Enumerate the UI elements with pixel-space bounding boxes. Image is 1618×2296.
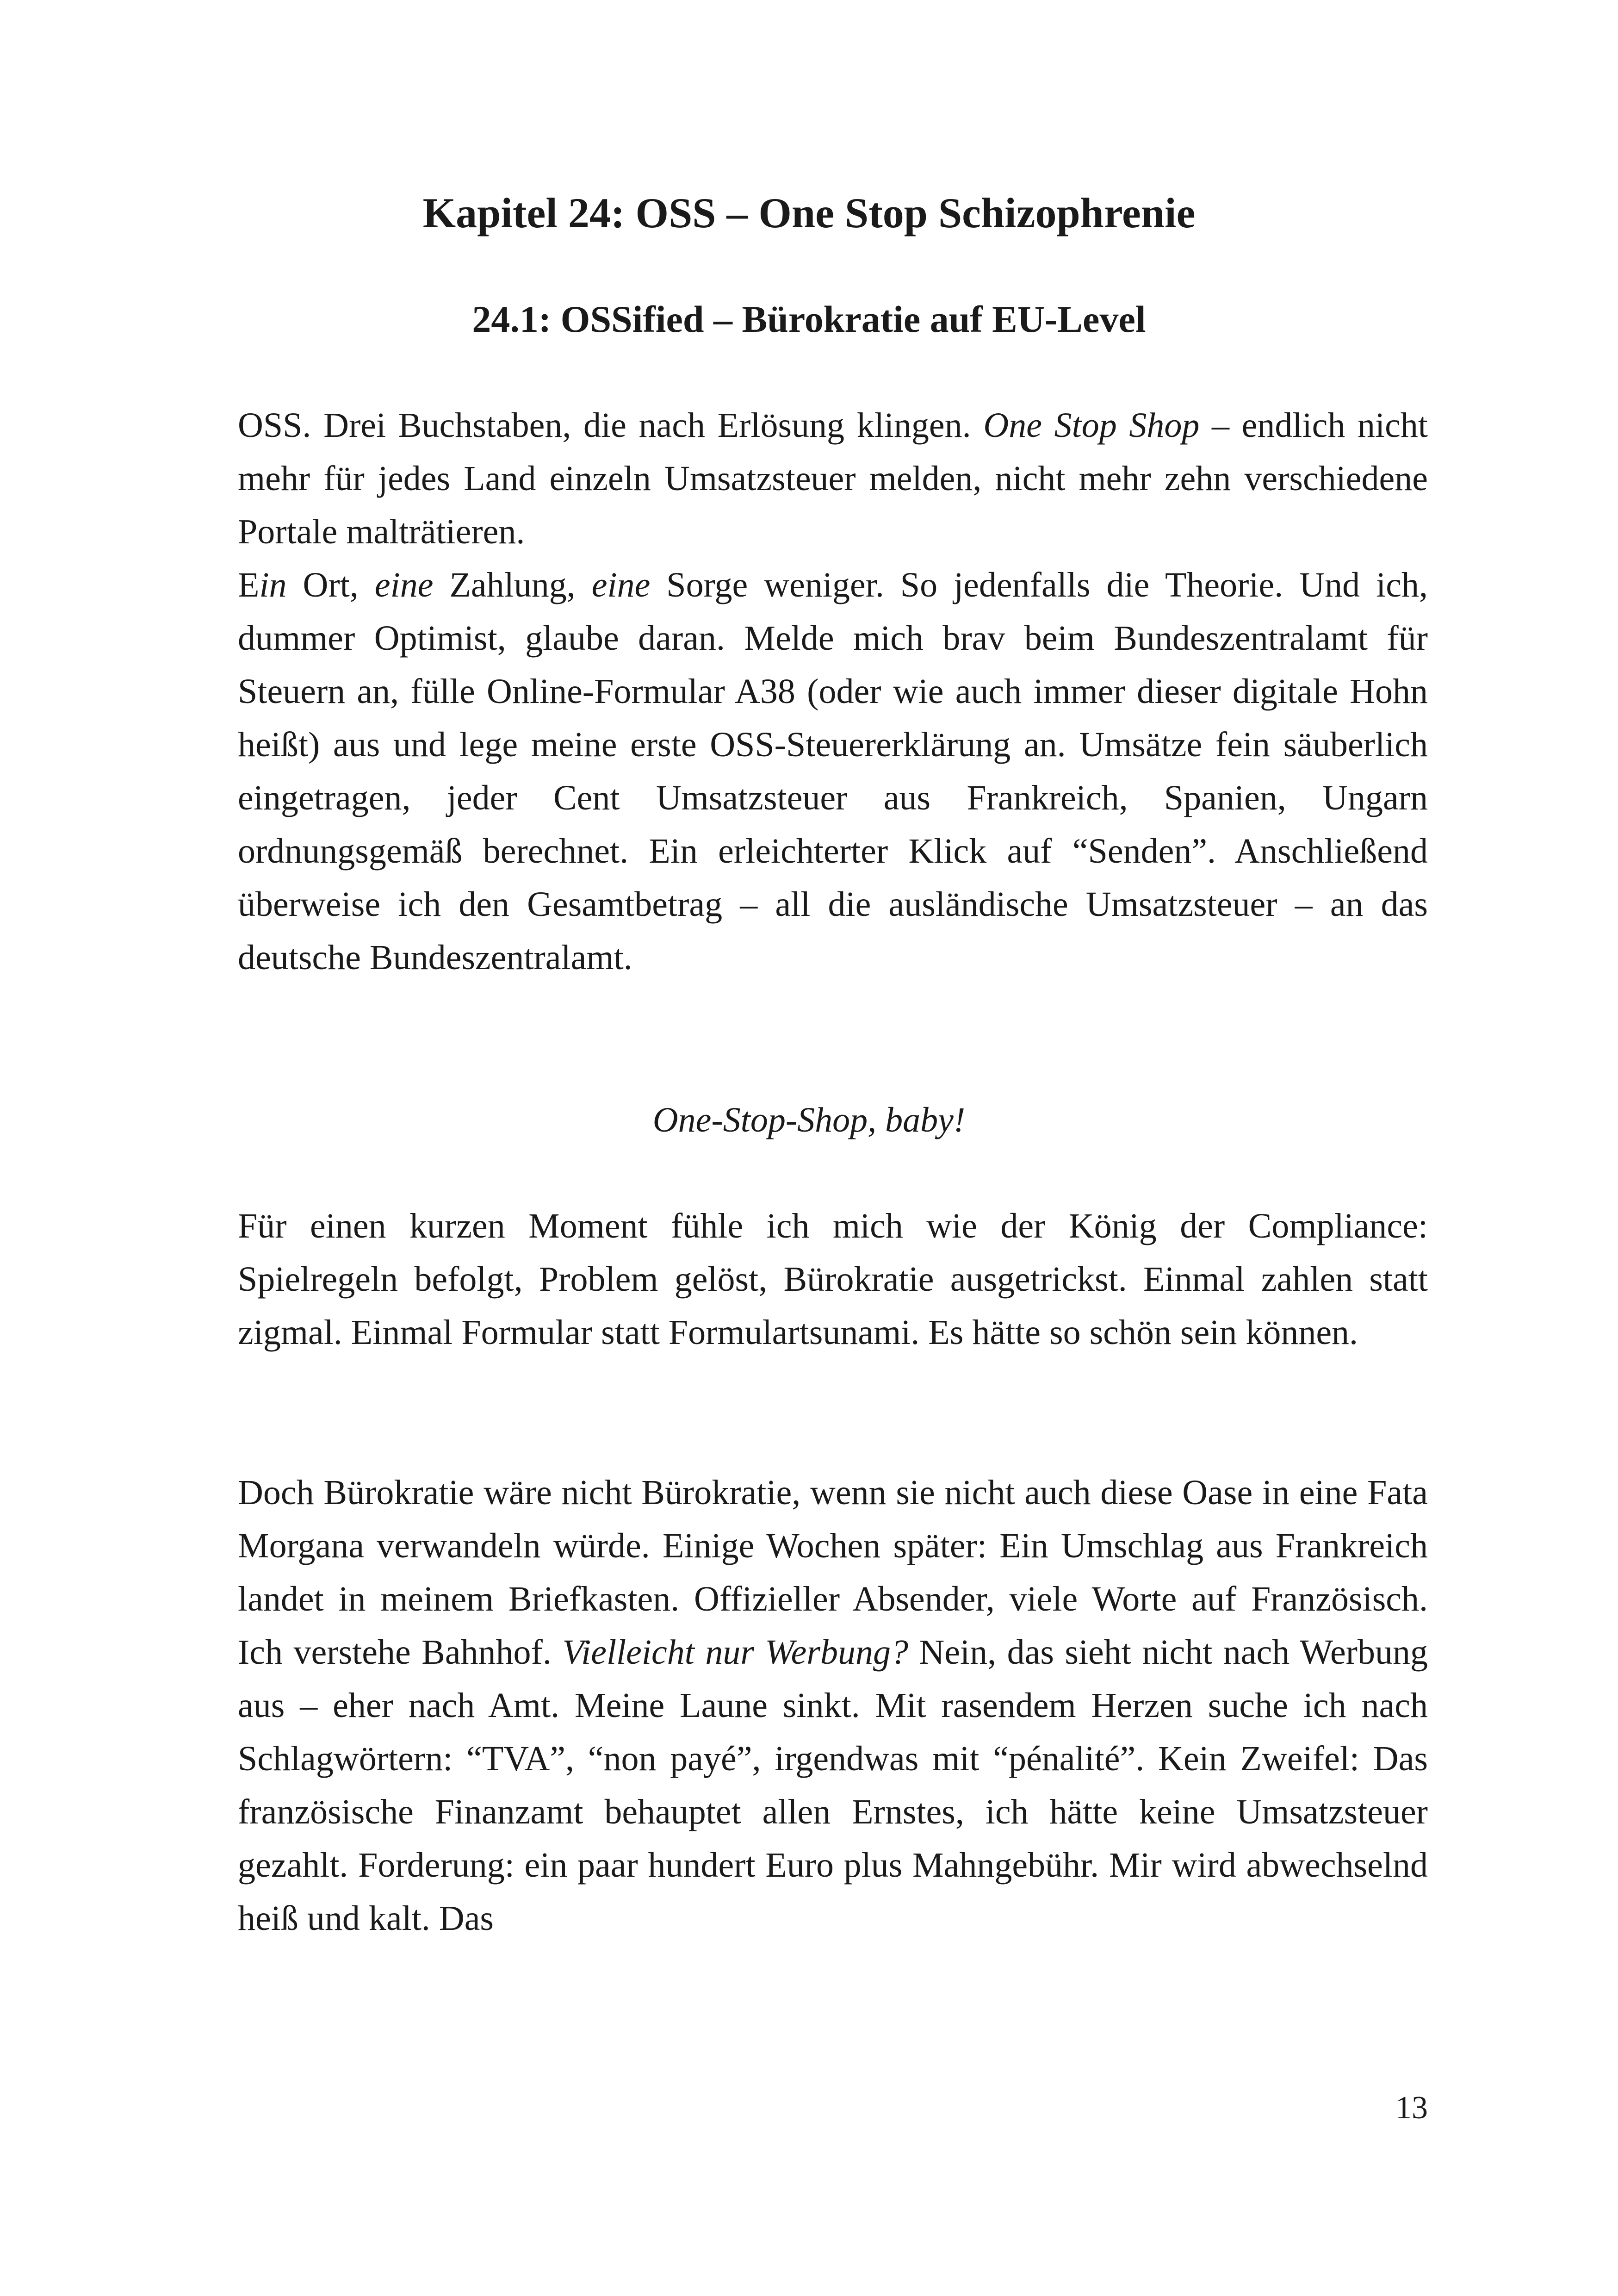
paragraph-text: E — [238, 566, 260, 604]
paragraph-text: Doch Bürokratie wäre nicht Bürokratie, wenn sie nicht auch diese Oase in eine Fata Morgana verwandeln würde. Einige Wochen später: Ein Umschlag aus Frankreich landet in meinem Briefkasten. Offizieller Absender, viele Worte auf Französisch. Ich verstehe Bahnhof. — [238, 1473, 1428, 1672]
page-number: 13 — [1395, 2090, 1428, 2126]
emphasis-text: eine — [591, 566, 651, 604]
paragraph-french-letter — [238, 1466, 1428, 1945]
paragraph-text: Ort, — [286, 566, 375, 604]
paragraph-text: Sorge weniger. So jedenfalls die Theorie. Und ich, dummer Optimist, glaube daran. Melde mich brav beim Bundeszentralamt für Steuern an, fülle Online-Formular A38 (oder wie auch immer dieser digitale Hohn heißt) aus und lege meine erste OSS-Steuererklärung an. Umsätze fein säuberlich eingetragen, jeder Cent Umsatzsteuer aus Frankreich, Spanien, Ungarn ordnungsgemäß berechnet. Ein erleichterter Klick auf “Senden”. Anschließend überweise ich den Gesamtbetrag – all die ausländische Umsatzsteuer – an das deutsche Bundeszentralamt. — [238, 566, 1428, 977]
interlude-line: One-Stop-Shop, baby! — [652, 1101, 966, 1139]
emphasis-text: One Stop Shop — [983, 406, 1200, 445]
emphasis-text: Vielleicht nur Werbung? — [562, 1633, 908, 1672]
section-title: 24.1: OSSified – Bürokratie auf EU-Level — [472, 298, 1146, 340]
chapter-title: Kapitel 24: OSS – One Stop Schizophrenie — [422, 189, 1196, 236]
paragraph-text: OSS. Drei Buchstaben, die nach Erlösung klingen. — [238, 406, 984, 445]
emphasis-text: eine — [374, 566, 434, 604]
paragraph-text: Zahlung, — [433, 566, 592, 604]
paragraph-compliance: Für einen kurzen Moment fühle ich mich wie der König der Compliance: Spielregeln befolgt, Problem gelöst, Bürokratie ausgetrickst. Einmal zahlen statt zigmal. Einmal Formular statt Formulartsunami. Es hätte so schön sein können. — [238, 1207, 1428, 1352]
paragraph-oss-intro — [238, 399, 1428, 984]
paragraph-text: Nein, das sieht nicht nach Werbung aus – eher nach Amt. Meine Laune sinkt. Mit rasendem Herzen suche ich nach Schlagwörtern: “TVA”, “non payé”, irgendwas mit “pénalité”. Kein Zweifel: Das französische Finanzamt behauptet allen Ernstes, ich hätte keine Umsatzsteuer gezahlt. Forderung: ein paar hundert Euro plus Mahngebühr. Mir wird abwechselnd heiß und kalt. Das — [238, 1633, 1428, 1938]
paragraph-text: – endlich nicht mehr für jedes Land einzeln Umsatzsteuer melden, nicht mehr zehn verschiedene Portale malträtieren. — [238, 406, 1428, 551]
emphasis-text: in — [259, 566, 287, 604]
